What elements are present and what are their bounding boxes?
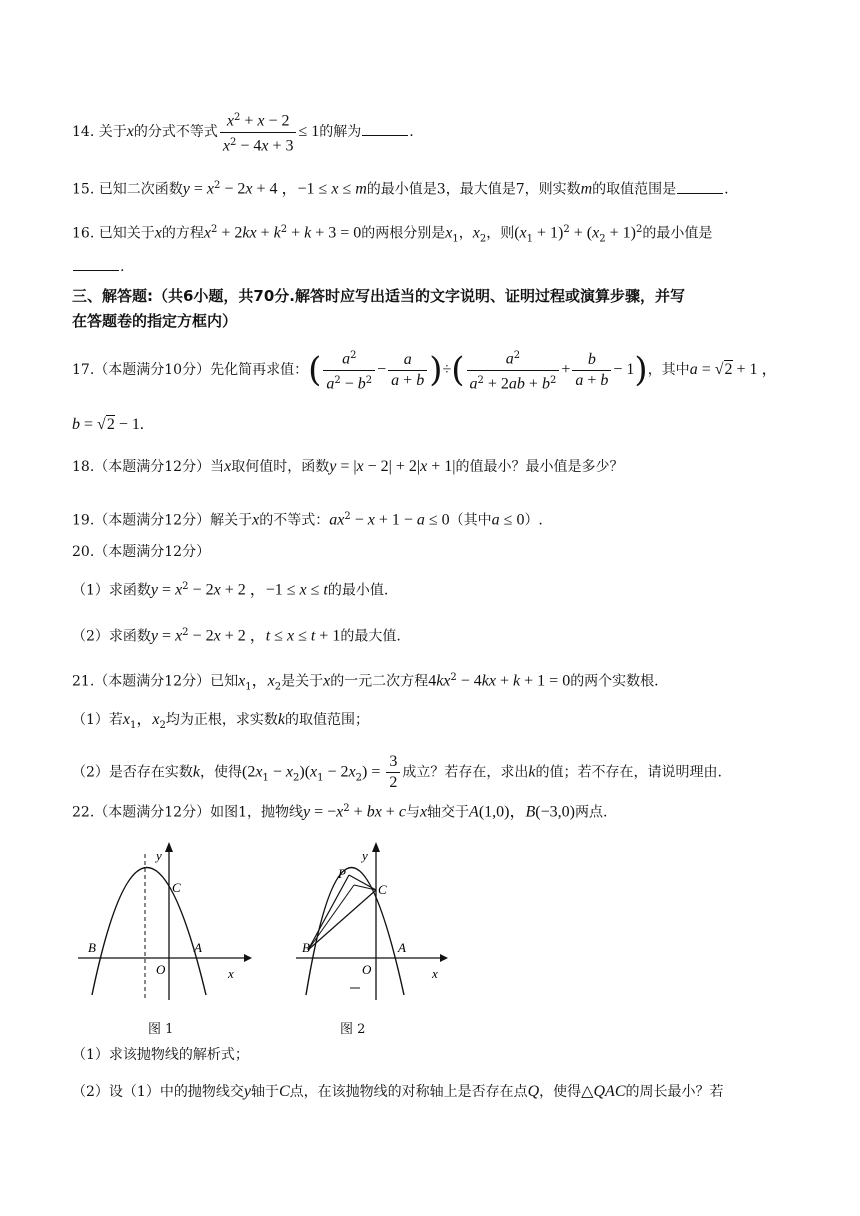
question-21-part2: （2）是否存在实数k，使得$(2x_1 - x_2)(x_1 - 2x_2)$ = $\frac{3}{2}$ 成立？若存在，求出k的值；若不存在，请说明理由. (72, 753, 722, 791)
variable: x (224, 458, 232, 475)
text: ，则 (486, 225, 515, 242)
variable: y (243, 1083, 251, 1100)
text: 两点. (574, 804, 608, 821)
text: 已知二次函数 (98, 181, 183, 198)
text: ， (458, 225, 473, 242)
x-axis-label: x (432, 966, 438, 981)
question-17-b: b = √2 − 1. (72, 416, 144, 433)
text: 轴于 (250, 1084, 279, 1100)
question-number: 17. (72, 362, 95, 379)
text: 三、解答题:（共6小题，共70分.解答时应写出适当的文字说明、证明过程或演算步骤，并写 (72, 287, 686, 305)
text: 解关于 (210, 512, 253, 529)
point-a-label: A (398, 940, 406, 955)
text: 已知关于 (98, 225, 155, 242)
text: 当 (210, 459, 225, 475)
answer-blank (677, 179, 723, 194)
question-number: 22. (72, 804, 95, 821)
point-c-label: C (172, 880, 181, 895)
x-axis-label: x (228, 966, 234, 981)
text: （1）求该抛物线的解析式； (72, 1047, 249, 1063)
text: 的两个实数根. (570, 673, 659, 690)
section-3-heading-line2 (72, 311, 237, 331)
question-16-blank (72, 256, 124, 277)
variable: k (277, 711, 286, 728)
text: 的值；若不存在，请说明理由. (535, 764, 722, 781)
question-19: 19.（本题满分12分）解关于x的不等式：$ax^2 - x + 1 - a \le 0$（其中a ≤ 0）. (72, 511, 543, 529)
text: 的取值范围是 (592, 181, 677, 198)
variable: k (528, 763, 536, 781)
question-number: 21. (72, 673, 95, 690)
text: ，使得 (539, 1084, 582, 1100)
text: 已知 (210, 673, 239, 690)
variable: x (252, 511, 260, 529)
question-number: 20. (72, 544, 95, 560)
variable: x (154, 224, 162, 242)
text: 的最小值是3，最大值是7，则实数 (366, 181, 581, 198)
question-number: 15. (72, 181, 95, 198)
figure-2 (294, 840, 450, 1005)
variable: x (126, 123, 134, 141)
text: 的最小值. (327, 582, 389, 599)
question-number: 18. (72, 459, 95, 475)
text: 取何值时，函数 (231, 459, 330, 475)
point-c-label: C (378, 882, 387, 897)
score: （本题满分12分） (94, 804, 211, 821)
point-b-label: B (302, 940, 310, 955)
text: （2）是否存在实数 (72, 764, 193, 781)
text: 关于 (98, 124, 127, 141)
fraction: $\frac{x^2 + x - 2}{x^2 - 4x + 3}$ (220, 108, 297, 156)
variable: m (580, 180, 593, 198)
text: 的最小值是 (642, 225, 713, 242)
question-number: 19. (72, 512, 95, 529)
text: 的不等式： (259, 512, 330, 529)
y-axis-label: y (362, 848, 368, 863)
point-p-label: P (338, 866, 346, 881)
question-20 (72, 542, 210, 562)
variable: x (419, 803, 428, 821)
text: . (409, 124, 414, 141)
point-b-label: B (88, 940, 96, 955)
variable: C (278, 1083, 290, 1100)
point-a-label: A (194, 940, 202, 955)
score: （本题满分12分） (94, 544, 211, 560)
figure-1-caption: 图 1 (148, 1022, 174, 1037)
question-22-part1 (72, 1045, 249, 1065)
text: . (724, 181, 729, 198)
y-axis-label: y (156, 848, 162, 863)
variable: x (323, 672, 331, 690)
text: 的解为 (319, 124, 362, 141)
text: 的取值范围； (285, 712, 370, 728)
question-16: 16. 已知关于x的方程$x^2 + 2kx + k^2 + k + 3 = 0$的两根分别是$x_1$，$x_2$，则$(x_1 + 1)^2 + (x_2 + 1)^2$的最小值是 (72, 224, 713, 245)
question-22: 22.（本题满分12分）如图1，抛物线$y = -x^2$ + bx + c与x轴交于A(1,0)，B(−3,0)两点. (72, 803, 608, 821)
question-17: 17.（本题满分10分）先化简再求值：( $\frac{a^2}{a^2 - b^2}$ − $\frac{a}{a + b}$ )÷( $\frac{a^2}{a^2 + 2ab + b^2}$ + $\frac{b}{a + b}$ − 1)，其中a = √2 + 1 ， (72, 346, 778, 394)
text: 轴交于 (427, 804, 470, 821)
question-20-part2: （2）求函数$y = x^2 - 2x + 2$ ，t ≤ x ≤ t + 1的最大值. (72, 627, 401, 645)
score: （本题满分12分） (94, 459, 211, 475)
text: 先化简再求值： (210, 362, 309, 379)
variable: Q (527, 1083, 540, 1100)
text: 的分式不等式 (133, 124, 218, 141)
text: 是关于 (281, 673, 324, 690)
question-20-part1: （1）求函数$y = x^2 - 2x + 2$ ，−1 ≤ x ≤ t的最小值. (72, 581, 389, 599)
text: 的最大值. (340, 628, 401, 645)
text: （2）求函数 (72, 628, 151, 645)
question-21: 21.（本题满分12分）已知$x_1$，$x_2$是关于x的一元二次方程$4kx^2 - 4kx + k + 1 = 0$的两个实数根. (72, 672, 659, 693)
variable: k (192, 763, 201, 781)
text: ，使得 (200, 764, 243, 781)
text: （2）设（1）中的抛物线交 (72, 1084, 244, 1100)
text: 的方程 (161, 225, 204, 242)
question-14: 14. 关于x的分式不等式 $\frac{x^2 + x - 2}{x^2 - 4x + 3}$ ≤ 1的解为 . (72, 108, 414, 156)
score: （本题满分12分） (94, 673, 211, 690)
text: ，其中 (647, 362, 690, 379)
score: （本题满分10分） (94, 362, 211, 379)
text: . (120, 259, 125, 275)
question-number: 14. (72, 124, 95, 141)
answer-blank (362, 121, 408, 136)
text: 均为正根，求实数 (165, 712, 278, 728)
text: （1）若 (72, 712, 123, 728)
text: （1）求函数 (72, 582, 151, 599)
text: 点，在该抛物线的对称轴上是否存在点 (289, 1084, 528, 1100)
text: 如图1，抛物线 (210, 804, 304, 821)
text: 的两根分别是 (361, 225, 446, 242)
question-15: 15. 已知二次函数$y = x^2 - 2x + 4$ ，−1 ≤ x ≤ m的最小值是3，最大值是7，则实数m的取值范围是 . (72, 180, 729, 198)
text: 的值最小？最小值是多少？ (455, 459, 624, 475)
section-3-heading (72, 286, 685, 306)
text: 的一元二次方程 (330, 673, 429, 690)
text: 成立？若存在，求出 (402, 764, 529, 781)
answer-blank (73, 256, 119, 271)
question-18: 18.（本题满分12分）当x取何值时，函数y = |x − 2| + 2|x + 1|的值最小？最小值是多少？ (72, 458, 624, 475)
text: 与 (405, 804, 420, 821)
score: （本题满分12分） (94, 512, 211, 529)
text: 的周长最小？若 (625, 1084, 724, 1100)
question-21-part1: （1）若$x_1$，$x_2$均为正根，求实数k的取值范围； (72, 711, 370, 731)
question-number: 16. (72, 225, 95, 242)
text: ）. (524, 512, 543, 529)
figure-1 (76, 840, 252, 1005)
origin-label: O (156, 962, 166, 977)
text: （其中 (449, 512, 492, 529)
origin-label: O (362, 962, 372, 977)
text: 在答题卷的指定方框内） (72, 312, 238, 330)
question-22-part2: （2）设（1）中的抛物线交y轴于C点，在该抛物线的对称轴上是否存在点Q，使得△QAC的周长最小？若 (72, 1083, 724, 1100)
figure-2-caption: 图 2 (340, 1022, 366, 1037)
